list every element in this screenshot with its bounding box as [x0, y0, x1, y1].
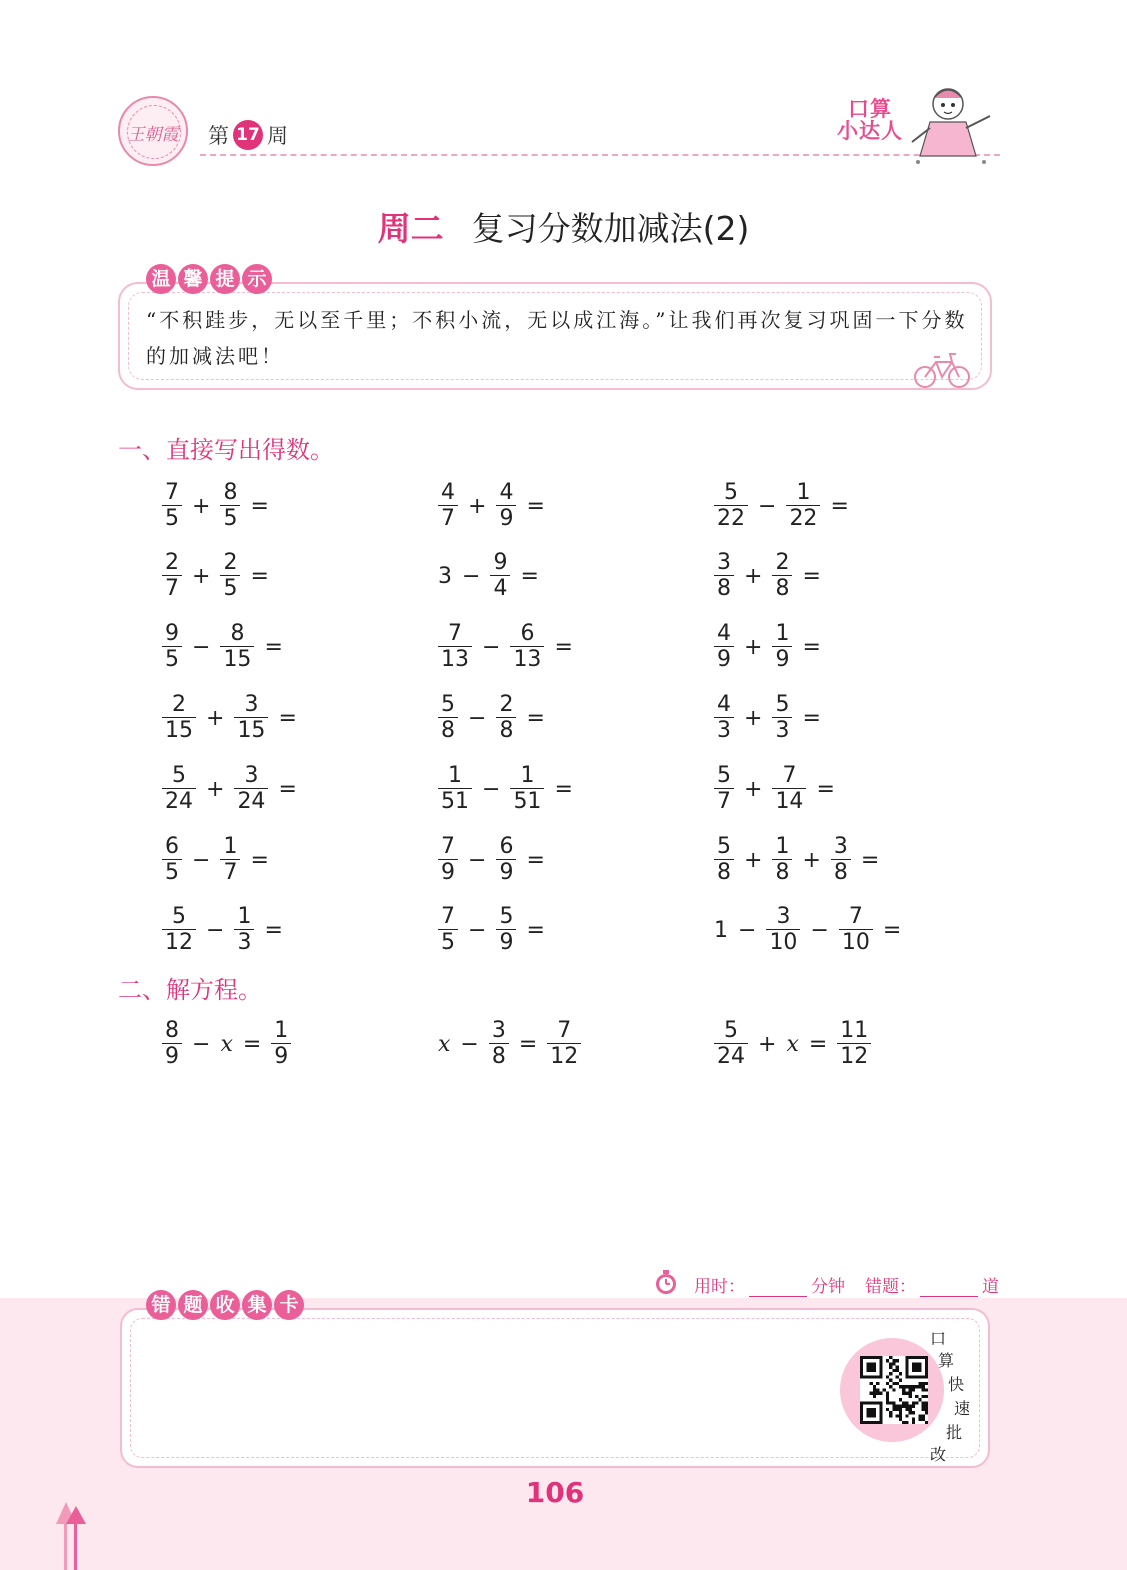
numerator: 8 — [165, 1017, 179, 1043]
fraction — [839, 905, 873, 956]
equals-sign: = — [526, 493, 545, 519]
operator: + — [192, 564, 211, 590]
numerator: 1 — [274, 1017, 289, 1043]
fraction — [772, 835, 792, 886]
denominator: 9 — [499, 505, 514, 531]
tag-char: 提 — [210, 264, 240, 294]
week-number-badge: 17 — [233, 120, 263, 150]
brand-line1: 口算 — [848, 97, 892, 121]
numerator: 3 — [491, 1017, 506, 1043]
brand-line2: 小达人 — [837, 119, 903, 143]
fraction — [772, 693, 792, 744]
exercise-item — [158, 901, 289, 961]
numerator: 5 — [775, 691, 790, 717]
count-label: 道 — [982, 1277, 999, 1297]
fraction — [714, 622, 734, 673]
exercise-item — [710, 759, 841, 819]
fraction — [234, 905, 254, 956]
denominator: 9 — [165, 1043, 179, 1069]
fraction — [510, 622, 544, 673]
tag-char: 示 — [242, 264, 272, 294]
fraction — [496, 905, 516, 956]
fraction — [438, 622, 472, 673]
logo-text: 王朝霞 — [127, 125, 179, 145]
tip-text: “不积跬步，无以至千里；不积小流，无以成江海。”让我们再次复习巩固一下分数的加减法吧！ — [146, 308, 968, 368]
title-day: 周二 — [377, 209, 444, 248]
numerator: 1 — [775, 833, 790, 859]
numerator: 7 — [165, 479, 179, 505]
time-stats — [694, 1272, 999, 1297]
numerator: 4 — [441, 479, 455, 505]
fraction — [220, 835, 240, 886]
fraction — [786, 481, 820, 532]
fraction — [220, 551, 240, 602]
exercise-item — [710, 618, 827, 678]
equals-sign: = — [554, 635, 573, 661]
operator: − — [460, 1031, 479, 1057]
fraction — [772, 764, 806, 815]
operator: − — [462, 564, 481, 590]
fraction — [162, 764, 196, 815]
denominator: 24 — [717, 1043, 745, 1069]
card-tag — [146, 1290, 304, 1320]
numerator: 6 — [165, 833, 179, 859]
denominator: 7 — [717, 788, 731, 814]
equals-sign: = — [278, 705, 297, 731]
numerator: 1 — [448, 762, 462, 788]
denominator: 8 — [775, 859, 790, 885]
numerator: 2 — [775, 550, 790, 576]
numerator: 6 — [520, 621, 535, 647]
numerator: 2 — [172, 691, 186, 717]
operator: + — [744, 705, 763, 731]
operator: − — [758, 493, 777, 519]
exercise-item — [434, 830, 551, 890]
numerator: 9 — [493, 550, 508, 576]
fraction — [510, 764, 544, 815]
fraction — [438, 481, 458, 532]
tip-tag — [146, 264, 272, 294]
numerator: 7 — [441, 833, 455, 859]
numerator: 5 — [724, 479, 738, 505]
numerator: 3 — [833, 833, 848, 859]
numerator: 2 — [223, 550, 238, 576]
time-label: 用时： — [694, 1277, 745, 1297]
equals-sign: = — [802, 705, 821, 731]
operator: + — [468, 493, 487, 519]
denominator: 3 — [775, 717, 790, 743]
denominator: 5 — [165, 647, 179, 673]
denominator: 15 — [223, 647, 252, 673]
operator: − — [468, 847, 487, 873]
numerator: 3 — [717, 550, 731, 576]
exercise-item — [158, 759, 303, 819]
denominator: 51 — [441, 788, 469, 814]
denominator: 4 — [493, 576, 508, 602]
exercise-item — [710, 901, 907, 961]
fraction — [489, 1019, 509, 1070]
exercise-item — [434, 547, 545, 607]
numerator: 7 — [448, 621, 462, 647]
fraction — [162, 905, 196, 956]
fraction — [271, 1019, 291, 1070]
denominator: 8 — [775, 576, 790, 602]
operator: − — [468, 918, 487, 944]
equals-sign: = — [264, 635, 283, 661]
numerator: 9 — [165, 621, 179, 647]
denominator: 24 — [165, 788, 193, 814]
fraction — [162, 622, 182, 673]
operator: − — [206, 918, 225, 944]
side-char: 口 — [930, 1329, 947, 1348]
arrow-up-icon — [52, 1500, 92, 1570]
section1-title: 一、直接写出得数。 — [118, 436, 334, 464]
tag-char: 题 — [178, 1290, 208, 1320]
tag-char: 收 — [210, 1290, 240, 1320]
exercise-item — [710, 688, 827, 748]
denominator: 14 — [775, 788, 804, 814]
section2-title: 二、解方程。 — [118, 976, 262, 1004]
fraction — [496, 481, 516, 532]
publisher-logo — [118, 96, 188, 166]
fraction — [438, 905, 458, 956]
qr-code-icon[interactable] — [860, 1356, 928, 1424]
denominator: 24 — [237, 788, 266, 814]
operator: + — [744, 635, 763, 661]
equals-sign: = — [554, 776, 573, 802]
denominator: 5 — [441, 930, 455, 956]
fraction — [714, 835, 734, 886]
fraction — [162, 835, 182, 886]
denominator: 12 — [550, 1043, 579, 1069]
denominator: 12 — [840, 1043, 869, 1069]
denominator: 5 — [223, 576, 238, 602]
side-char: 速 — [954, 1399, 971, 1418]
numerator: 5 — [172, 904, 186, 930]
exercise-item — [158, 547, 275, 607]
operator: + — [802, 847, 821, 873]
numerator: 4 — [499, 479, 514, 505]
side-char: 算 — [938, 1351, 955, 1370]
equals-sign: = — [526, 705, 545, 731]
fraction — [438, 693, 458, 744]
denominator: 8 — [833, 859, 848, 885]
denominator: 51 — [513, 788, 542, 814]
side-char: 改 — [930, 1445, 947, 1464]
fraction — [714, 764, 734, 815]
operator: − — [482, 635, 501, 661]
denominator: 5 — [165, 505, 179, 531]
fraction — [831, 835, 851, 886]
equals-sign: = — [526, 847, 545, 873]
operator: + — [744, 564, 763, 590]
fraction — [714, 1019, 748, 1070]
denominator: 9 — [717, 647, 731, 673]
tag-char: 集 — [242, 1290, 272, 1320]
numerator: 3 — [244, 691, 259, 717]
operator: + — [206, 705, 225, 731]
title-topic: 复习分数加减法(2) — [471, 209, 750, 248]
numerator: 4 — [717, 621, 731, 647]
denominator: 3 — [717, 717, 731, 743]
denominator: 7 — [223, 859, 238, 885]
exercise-item — [158, 688, 303, 748]
fraction — [162, 481, 182, 532]
operator: − — [192, 1031, 211, 1057]
fraction — [714, 693, 734, 744]
equals-sign: = — [264, 918, 283, 944]
fraction — [714, 551, 734, 602]
fraction — [162, 551, 182, 602]
numerator: 7 — [782, 762, 797, 788]
fraction — [766, 905, 800, 956]
equals-sign: = — [802, 564, 821, 590]
denominator: 3 — [237, 930, 252, 956]
fraction — [496, 693, 516, 744]
numerator: 1 — [237, 904, 252, 930]
tag-char: 温 — [146, 264, 176, 294]
numerator: 1 — [520, 762, 535, 788]
minute-label: 分钟 — [811, 1277, 845, 1297]
mascot-illustration — [906, 82, 996, 168]
fraction — [714, 481, 748, 532]
page-title — [0, 203, 1127, 250]
exercise-item — [158, 618, 289, 678]
denominator: 8 — [499, 717, 514, 743]
operator: − — [468, 705, 487, 731]
exercise-item — [710, 547, 827, 607]
denominator: 8 — [491, 1043, 506, 1069]
equals-sign: = — [860, 847, 880, 873]
fraction — [547, 1019, 581, 1070]
numerator: 6 — [499, 833, 514, 859]
denominator: 5 — [223, 505, 238, 531]
numerator: 1 — [223, 833, 238, 859]
side-char: 快 — [948, 1375, 965, 1394]
fraction — [220, 622, 254, 673]
denominator: 12 — [165, 930, 193, 956]
denominator: 5 — [165, 859, 179, 885]
fraction — [772, 622, 792, 673]
fraction — [234, 764, 268, 815]
exercise-item — [710, 1014, 875, 1074]
denominator: 8 — [717, 859, 731, 885]
week-label — [208, 120, 288, 150]
equals-sign: = — [830, 493, 849, 519]
denominator: 15 — [237, 717, 266, 743]
exercise-item — [434, 688, 551, 748]
operator: + — [758, 1031, 777, 1057]
stopwatch-icon — [652, 1268, 680, 1296]
variable: x — [786, 1031, 799, 1057]
week-suffix: 周 — [267, 124, 288, 148]
denominator: 10 — [769, 930, 798, 956]
operator: − — [482, 776, 501, 802]
fraction — [162, 693, 196, 744]
denominator: 7 — [441, 505, 455, 531]
equals-sign: = — [242, 1031, 262, 1057]
denominator: 22 — [717, 505, 745, 531]
denominator: 13 — [513, 647, 542, 673]
numerator: 3 — [244, 762, 259, 788]
denominator: 9 — [499, 859, 514, 885]
side-char: 批 — [946, 1423, 963, 1442]
exercise-item — [434, 759, 579, 819]
denominator: 9 — [775, 647, 790, 673]
numerator: 2 — [165, 550, 179, 576]
denominator: 13 — [441, 647, 469, 673]
fraction — [438, 835, 458, 886]
equals-sign: = — [518, 1031, 538, 1057]
numerator: 1 — [796, 479, 811, 505]
variable: x — [438, 1031, 451, 1057]
bicycle-icon — [912, 348, 972, 390]
numerator: 8 — [230, 621, 245, 647]
fraction — [234, 693, 268, 744]
operator: + — [744, 776, 763, 802]
exercise-item — [710, 830, 885, 890]
numerator: 5 — [717, 833, 731, 859]
time-blank[interactable] — [749, 1278, 807, 1297]
numerator: 7 — [557, 1017, 572, 1043]
page-number: 106 — [525, 1476, 585, 1509]
numerator: 11 — [840, 1017, 869, 1043]
tag-char: 馨 — [178, 264, 208, 294]
equals-sign: = — [250, 847, 269, 873]
operator: − — [192, 847, 211, 873]
denominator: 9 — [274, 1043, 289, 1069]
tag-char: 卡 — [274, 1290, 304, 1320]
equals-sign: = — [808, 1031, 828, 1057]
denominator: 9 — [441, 859, 455, 885]
whole-number: 1 — [714, 918, 728, 944]
exercise-item — [158, 830, 275, 890]
brand-logo — [836, 98, 904, 142]
denominator: 8 — [717, 576, 731, 602]
operator: + — [192, 493, 211, 519]
denominator: 8 — [441, 717, 455, 743]
operator: + — [744, 847, 763, 873]
exercise-item — [434, 1014, 585, 1074]
equals-sign: = — [250, 493, 269, 519]
equals-sign: = — [802, 635, 821, 661]
equals-sign: = — [250, 564, 269, 590]
operator: − — [738, 918, 757, 944]
exercise-item — [710, 476, 855, 536]
header-divider — [200, 154, 1000, 156]
fraction — [220, 481, 240, 532]
numerator: 5 — [724, 1017, 738, 1043]
exercise-item — [158, 476, 275, 536]
numerator: 7 — [848, 904, 863, 930]
exercise-item — [434, 901, 551, 961]
denominator: 22 — [789, 505, 818, 531]
fraction — [438, 764, 472, 815]
numerator: 1 — [775, 621, 790, 647]
fraction — [496, 835, 516, 886]
fraction — [162, 1019, 182, 1070]
denominator: 15 — [165, 717, 193, 743]
numerator: 5 — [717, 762, 731, 788]
variable: x — [220, 1031, 233, 1057]
denominator: 10 — [841, 930, 870, 956]
equals-sign: = — [816, 776, 835, 802]
equals-sign: = — [278, 776, 297, 802]
equals-sign: = — [882, 918, 902, 944]
numerator: 8 — [223, 479, 238, 505]
operator: + — [206, 776, 225, 802]
operator: − — [192, 635, 211, 661]
error-label: 错题： — [865, 1277, 916, 1297]
numerator: 7 — [441, 904, 455, 930]
week-prefix: 第 — [208, 124, 229, 148]
numerator: 4 — [717, 691, 731, 717]
exercise-item — [434, 476, 551, 536]
numerator: 5 — [441, 691, 455, 717]
fraction — [490, 551, 510, 602]
denominator: 7 — [165, 576, 179, 602]
operator: − — [810, 918, 829, 944]
exercise-item — [158, 1014, 295, 1074]
equals-sign: = — [526, 918, 545, 944]
numerator: 5 — [499, 904, 514, 930]
equals-sign: = — [520, 564, 539, 590]
tag-char: 错 — [146, 1290, 176, 1320]
fraction — [837, 1019, 871, 1070]
numerator: 2 — [499, 691, 514, 717]
denominator: 9 — [499, 930, 514, 956]
error-blank[interactable] — [920, 1278, 978, 1297]
exercise-item — [434, 618, 579, 678]
fraction — [772, 551, 792, 602]
whole-number: 3 — [438, 564, 452, 590]
numerator: 3 — [776, 904, 791, 930]
numerator: 5 — [172, 762, 186, 788]
